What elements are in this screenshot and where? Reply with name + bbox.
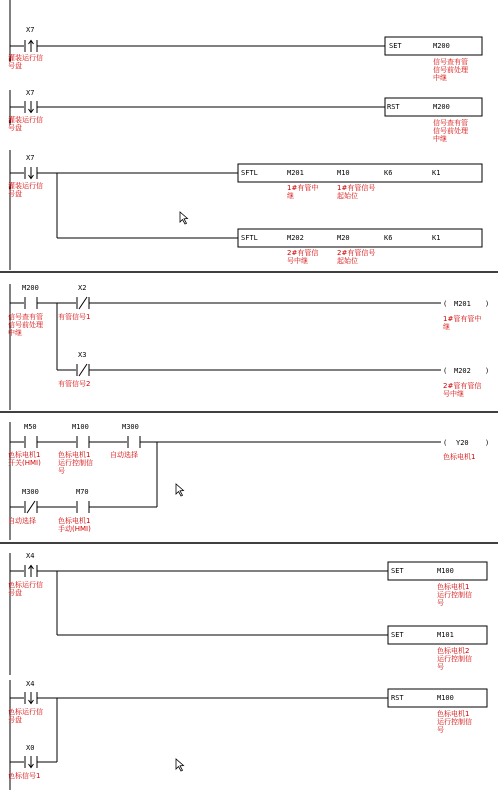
contact-comment: 色标运行信 [8,708,43,716]
instruction-cell: SET [389,42,402,50]
mouse-cursor-icon [176,484,184,496]
output-comment: 号 [437,726,444,734]
output-coil [443,367,489,375]
normally-open-contact-icon [77,501,89,513]
rung-5 [8,552,487,675]
contact-comment: 色标运行信 [8,581,43,589]
contact-label: X4 [26,680,35,688]
normally-closed-contact-icon [25,501,37,513]
contact-comment: 灌装运行信 [8,182,43,190]
normally-closed-contact-icon [77,364,89,376]
falling-contact-icon [25,167,37,179]
contact-comment: 手动(HMI) [58,525,91,533]
output-comment: 继 [287,192,294,200]
contact-comment: 开关(HMI) [8,459,41,467]
output-comment: 1#管有管中 [443,315,482,323]
output-comment: 运行控制信 [437,591,472,599]
contact-comment: 色标电机1 [58,517,91,525]
output-comment: 号 [437,599,444,607]
instruction-box [238,229,482,247]
instruction-cell: SET [391,567,404,575]
contact-label: M200 [22,284,39,292]
contact-comment: 号盘 [8,190,22,198]
contact-label: M50 [24,423,37,431]
instruction-cell: SFTL [241,234,258,242]
contact-comment: 号盘 [8,716,22,724]
contact-comment: 色标电机1 [58,451,91,459]
output-comment: 色标电机1 [437,710,470,718]
svg-text:): ) [485,300,490,308]
contact-label: M100 [72,423,89,431]
output-comment: 运行控制信 [437,718,472,726]
rung-2 [8,150,482,270]
output-comment: 信号查有管 [433,58,468,66]
contact-comment: 号盘 [8,589,22,597]
output-coil [443,300,489,308]
contact-label: X4 [26,552,35,560]
output-comment: 信号查有管 [433,119,468,127]
falling-contact-icon [25,101,37,113]
instruction-cell: M20 [337,234,350,242]
contact-comment: 灌装运行信 [8,116,43,124]
contact-comment: 有管信号2 [58,380,91,388]
output-comment: 号中继 [287,257,308,265]
svg-text:(: ( [443,300,448,308]
output-comment: 中继 [433,135,447,143]
contact-comment: 自动选择 [110,451,138,459]
contact-label: X0 [26,744,35,752]
coil-label: M201 [454,300,471,308]
rising-contact-icon [25,40,37,52]
rising-contact-icon [25,565,37,577]
contact-label: X3 [78,351,87,359]
normally-open-contact-icon [77,436,89,448]
contact-label: X7 [26,154,35,162]
svg-text:): ) [485,367,490,375]
contact-label: X2 [78,284,87,292]
instruction-cell: M10 [337,169,350,177]
contact-comment: 自动选择 [8,517,36,525]
rung-1 [8,89,482,143]
instruction-cell: M200 [433,42,450,50]
contact-comment: 信号查有管 [8,313,43,321]
instruction-cell: K6 [384,169,393,177]
output-comment: 运行控制信 [437,655,472,663]
output-comment: 色标电机1 [437,583,470,591]
falling-contact-icon [25,756,37,768]
instruction-cell: M100 [437,694,454,702]
contact-label: X7 [26,89,35,97]
normally-closed-contact-icon [77,297,89,309]
output-comment: 中继 [433,74,447,82]
instruction-cell: K6 [384,234,393,242]
instruction-box [238,164,482,182]
svg-text:(: ( [443,439,448,447]
output-comment: 起始位 [337,192,358,200]
output-comment: 2#有管信号 [337,249,376,257]
contact-label: M300 [122,423,139,431]
instruction-cell: K1 [432,169,441,177]
rung-3 [8,284,489,410]
instruction-cell: M101 [437,631,454,639]
normally-open-contact-icon [25,297,37,309]
output-comment: 色标电机1 [443,453,476,461]
rung-6 [8,680,487,790]
rung-4 [8,422,489,540]
instruction-cell: M200 [433,103,450,111]
contact-comment: 号盘 [8,62,22,70]
instruction-cell: RST [391,694,404,702]
output-comment: 色标电机2 [437,647,470,655]
output-comment: 号中继 [443,390,464,398]
instruction-cell: M201 [287,169,304,177]
contact-comment: 号 [58,467,65,475]
normally-open-contact-icon [25,436,37,448]
instruction-cell: K1 [432,234,441,242]
mouse-cursor-icon [180,212,188,224]
contact-comment: 号盘 [8,124,22,132]
contact-comment: 灌装运行信 [8,54,43,62]
contact-label: M300 [22,488,39,496]
contact-comment: 运行控制信 [58,459,93,467]
falling-contact-icon [25,692,37,704]
mouse-cursor-icon [176,759,184,771]
contact-comment: 中继 [8,329,22,337]
instruction-cell: RST [387,103,400,111]
contact-comment: 有管信号1 [58,313,91,321]
output-coil [443,439,489,447]
instruction-cell: M202 [287,234,304,242]
normally-open-contact-icon [128,436,140,448]
contact-comment: 色标电机1 [8,451,41,459]
contact-comment: 色标信号1 [8,772,41,780]
output-comment: 起始位 [337,257,358,265]
instruction-cell: SET [391,631,404,639]
contact-comment: 信号前处理 [8,321,43,329]
output-comment: 信号前处理 [433,66,468,74]
output-comment: 2#管有管信 [443,382,482,390]
contact-label: X7 [26,26,35,34]
instruction-cell: SFTL [241,169,258,177]
svg-text:): ) [485,439,490,447]
output-comment: 2#有管信 [287,249,319,257]
output-comment: 1#有管信号 [337,184,376,192]
coil-label: Y20 [456,439,469,447]
rung-0 [8,0,482,82]
output-comment: 号 [437,663,444,671]
output-comment: 继 [443,323,450,331]
coil-label: M202 [454,367,471,375]
svg-text:(: ( [443,367,448,375]
instruction-cell: M100 [437,567,454,575]
contact-label: M70 [76,488,89,496]
output-comment: 信号前处理 [433,127,468,135]
output-comment: 1#有管中 [287,184,319,192]
